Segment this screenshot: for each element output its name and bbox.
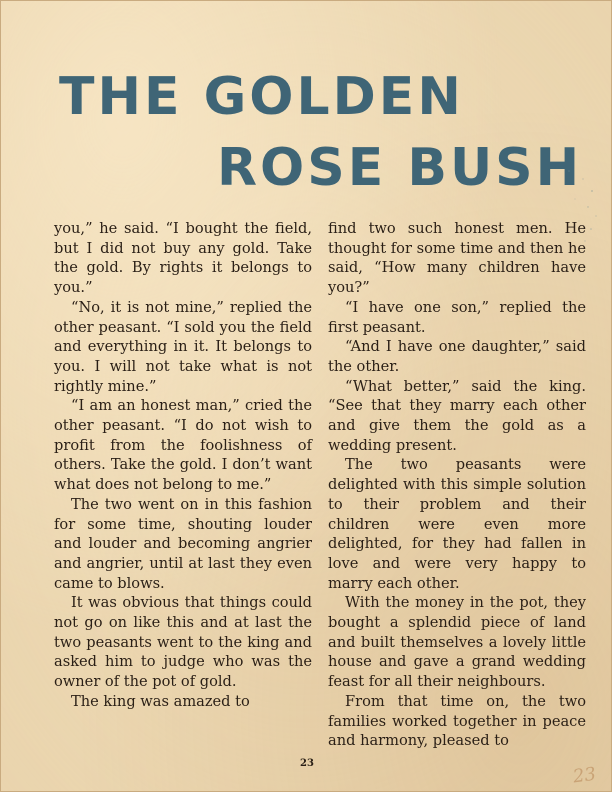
story-title-line-1: THE GOLDEN — [59, 67, 464, 127]
right-text-column — [328, 219, 586, 751]
paragraph: “No, it is not mine,” replied the other peasant. “I sold you the field and everything in it. It belongs to you. I will not take what is not rightly mine.” — [54, 298, 312, 395]
paragraph: The two went on in this fashion for some time, shouting louder and louder and becoming angrier and angrier, until at last they even came to blows. — [54, 495, 312, 592]
paragraph: you,” he said. “I bought the field, but I did not buy any gold. Take the gold. By rights it belongs to you.” — [54, 220, 312, 297]
paragraph: The king was amazed to — [71, 692, 250, 710]
paragraph: “I am an honest man,” cried the other peasant. “I do not wish to profit from the foolishness of others. Take the gold. I don’t want what does not belong to me.” — [54, 397, 312, 494]
paragraph: “And I have one daughter,” said the other. — [328, 338, 586, 375]
handwritten-page-mark: 23 — [571, 763, 598, 788]
paragraph: The two peasants were delighted with this simple solution to their problem and their children were even more delighted, for they had fallen in love and were very happy to marry each other. — [328, 456, 586, 592]
paragraph: “I have one son,” replied the first peasant. — [328, 298, 586, 336]
left-text-column — [54, 219, 312, 712]
story-title-line-2: ROSE BUSH — [217, 138, 583, 198]
paragraph: With the money in the pot, they bought a splendid piece of land and built themselves a lovely little house and gave a grand wedding feast for all their neighbours. — [328, 594, 586, 691]
paragraph: It was obvious that things could not go on like this and at last the two peasants went to the king and asked him to judge who was the owner of the pot of gold. — [54, 594, 312, 691]
page-number: 23 — [300, 758, 314, 769]
paragraph: find two such honest men. He thought for some time and then he said, “How many children have you?” — [328, 220, 586, 297]
paragraph: From that time on, the two families worked together in peace and harmony, pleased to — [328, 692, 586, 750]
paragraph: “What better,” said the king. “See that they marry each other and give them the gold as a wedding present. — [328, 377, 586, 454]
